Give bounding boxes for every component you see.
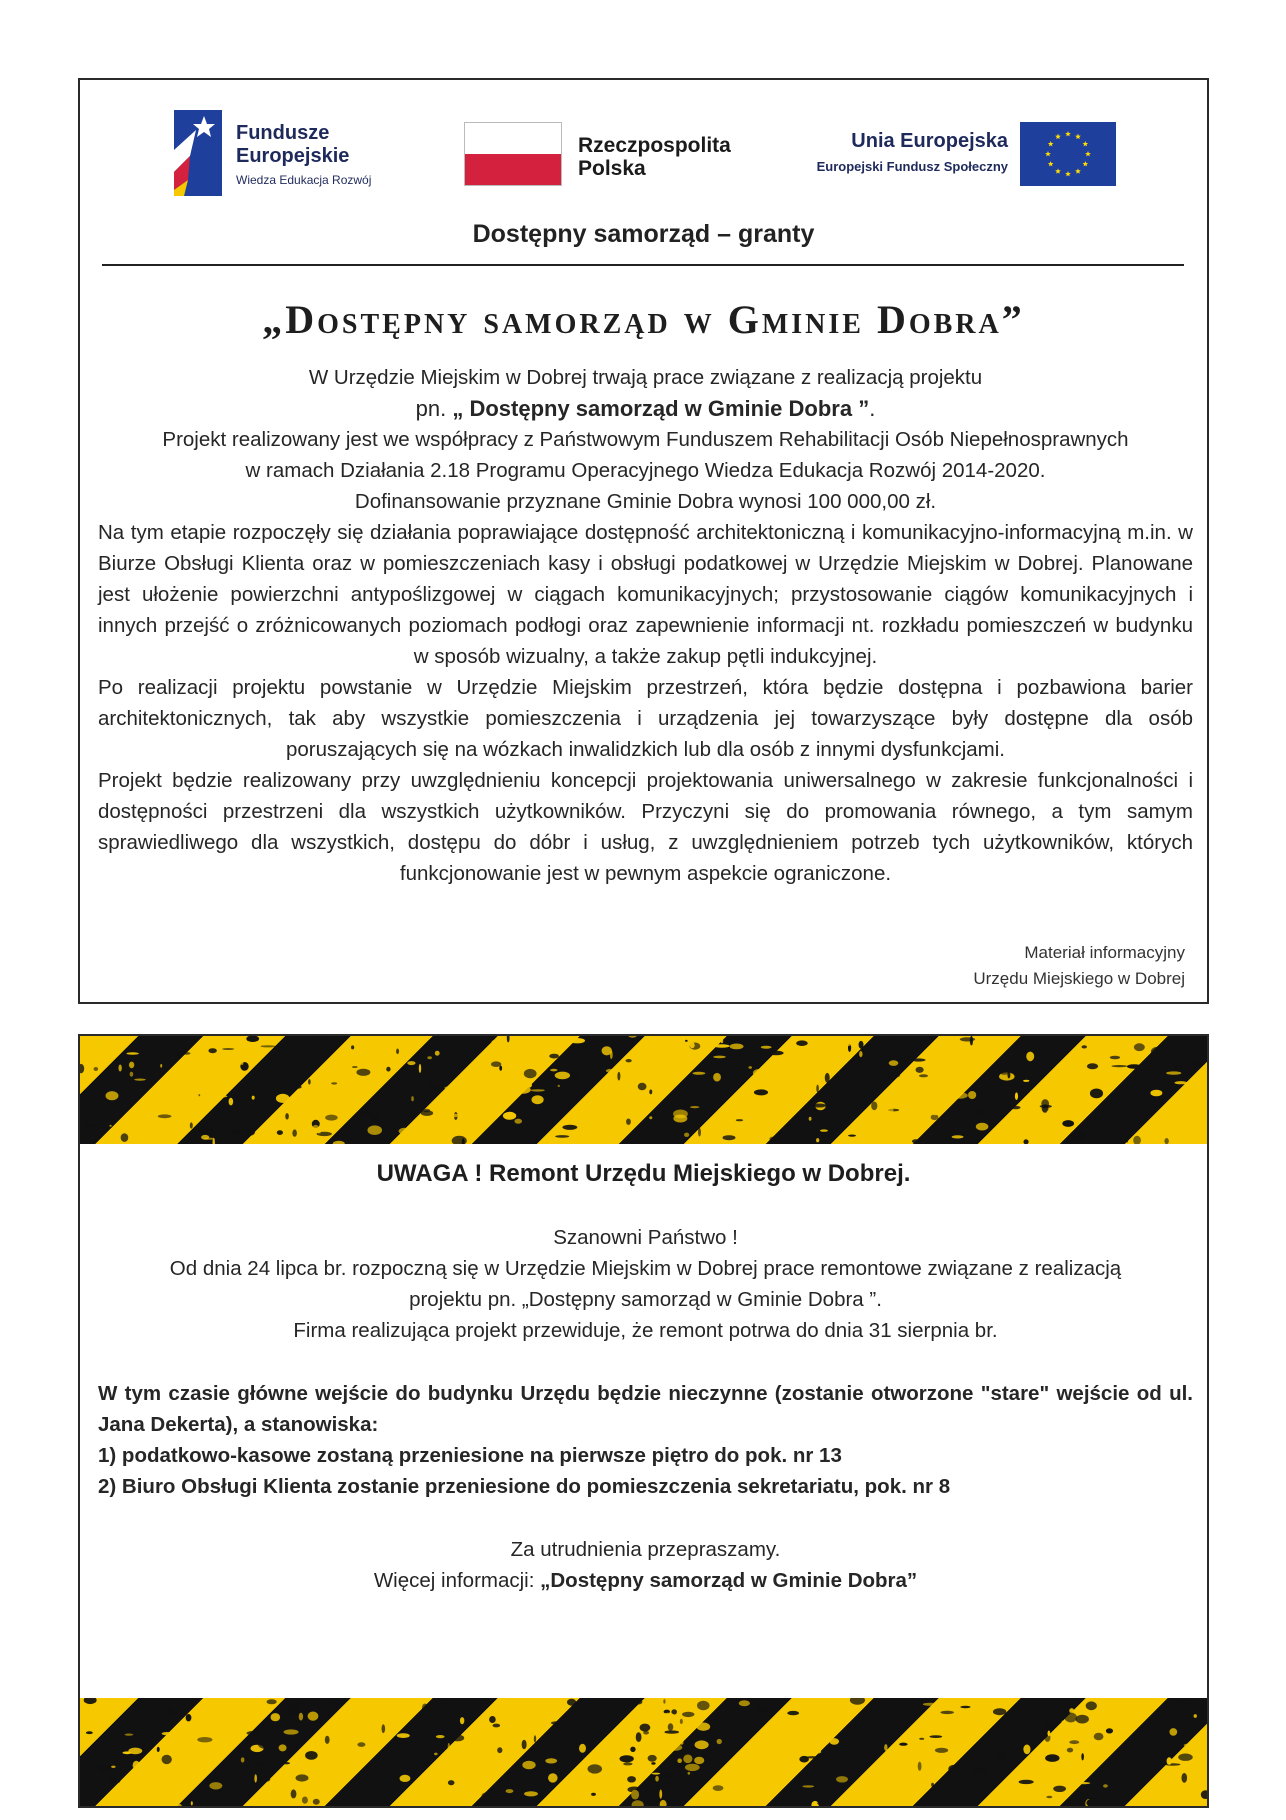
intro-line-2-prefix: pn. (415, 396, 453, 421)
rp-name-line2: Polska (578, 157, 646, 180)
notice-entrance-info: W tym czasie główne wejście do budynku Urzędu będzie nieczynne (zostanie otworzone "stare" wejście od ul. Jana Dekerta), a stanowiska: (98, 1382, 1193, 1436)
notice-line-3: Firma realizująca projekt przewiduje, że remont potrwa do dnia 31 sierpnia br. (293, 1319, 998, 1342)
logos-row (80, 110, 1207, 220)
fundusze-europejskie-logo (174, 110, 414, 200)
polish-flag-icon (464, 122, 562, 186)
intro-line-5: Dofinansowanie przyznane Gminie Dobra wynosi 100 000,00 zł. (354, 490, 937, 513)
paragraph-universal-design: Projekt będzie realizowany przy uwzględnieniu koncepcji projektowania uniwersalnego w zakresie funkcjonalności i dostępności przestrzeni dla wszystkich użytkowników. Przyczyni się do promowania równego, a tym samym sprawiedliwego dla wszystkich, dostępu do dóbr i usług, z uwzględnieniem potrzeb tych użytkowników, których funkcjonowanie jest w pewnym aspekcie ograniczone. (98, 769, 1193, 885)
grant-info-box (78, 78, 1209, 1004)
notice-title: UWAGA ! Remont Urzędu Miejskiego w Dobrej. (376, 1160, 911, 1187)
fe-subtitle: Wiedza Edukacja Rozwój (236, 173, 372, 187)
footer-note-line2: Urzędu Miejskiego w Dobrej (973, 969, 1185, 988)
notice-item-2: 2) Biuro Obsługi Klienta zostanie przeniesione do pomieszczenia sekretariatu, pok. nr 8 (98, 1475, 951, 1498)
notice-more-prefix: Więcej informacji: (373, 1569, 541, 1592)
fe-flag-icon (174, 110, 222, 196)
eu-flag-icon (1020, 122, 1116, 186)
unia-europejska-logo (798, 122, 1128, 192)
hazard-stripes-bottom (80, 1698, 1207, 1806)
paragraph-outcome: Po realizacji projektu powstanie w Urzędzie Miejskim przestrzeń, która będzie dostępna i pozbawiona barier architektonicznych, tak aby wszystkie pomieszczenia i urządzenia jej towarzyszące były dostępne dla osób poruszających się na wózkach inwalidzkich lub dla osób z innymi dysfunkcjami. (98, 676, 1193, 761)
ue-name: Unia Europejska (851, 130, 1008, 152)
intro-line-2 (98, 393, 1193, 424)
project-description (98, 362, 1193, 889)
notice-body (98, 1222, 1193, 1596)
notice-greeting: Szanowni Państwo ! (553, 1226, 738, 1249)
intro-line-1: W Urzędzie Miejskim w Dobrej trwają prace związane z realizacją projektu (308, 366, 983, 389)
fe-name-line1: Fundusze (236, 122, 330, 144)
notice-apology: Za utrudnienia przepraszamy. (510, 1538, 781, 1561)
notice-more-link-text: „Dostępny samorząd w Gminie Dobra” (540, 1569, 918, 1592)
notice-line-2: projektu pn. „Dostępny samorząd w Gminie Dobra ”. (409, 1288, 882, 1311)
hazard-stripes-top (80, 1036, 1207, 1144)
section-title: Dostępny samorząd – granty (472, 220, 815, 248)
project-title: „Dostępny samorząd w Gminie Dobra” (262, 297, 1025, 342)
grunge-texture-bottom (80, 1698, 1207, 1806)
grunge-texture-top (80, 1036, 1207, 1144)
rp-name-line1: Rzeczpospolita (578, 134, 731, 157)
fe-name-line2: Europejskie (236, 145, 350, 167)
footer-note (973, 940, 1185, 992)
notice-line-1: Od dnia 24 lipca br. rozpoczną się w Urzędzie Miejskim w Dobrej prace remontowe związane z realizacją (169, 1257, 1122, 1280)
footer-note-line1: Materiał informacyjny (1024, 943, 1185, 962)
notice-more-info (98, 1565, 1193, 1596)
renovation-notice-box (78, 1034, 1209, 1808)
intro-line-4: w ramach Działania 2.18 Programu Operacyjnego Wiedza Edukacja Rozwój 2014-2020. (245, 459, 1046, 482)
paragraph-actions: Na tym etapie rozpoczęły się działania poprawiające dostępność architektoniczną i komunikacyjno-informacyjną m.in. w Biurze Obsługi Klienta oraz w pomieszczeniach kasy i obsługi podatkowej w Urzędzie Miejskim w Dobrej. Planowane jest ułożenie powierzchni antypoślizgowej w ciągach komunikacyjnych; przystosowanie ciągów komunikacyjnych i innych przejść o zróżnicowanych poziomach podłogi oraz zapewnienie informacji nt. rozkładu pomieszczeń w budynku w sposób wizualny, a także zakup pętli indukcyjnej. (98, 521, 1193, 668)
notice-item-1: 1) podatkowo-kasowe zostaną przeniesione na pierwsze piętro do pok. nr 13 (98, 1444, 842, 1467)
title-divider (102, 264, 1184, 266)
intro-line-3: Projekt realizowany jest we współpracy z Państwowym Funduszem Rehabilitacji Osób Niepełnosprawnych (162, 428, 1129, 451)
intro-project-name: „ Dostępny samorząd w Gminie Dobra ” (452, 396, 870, 421)
ue-subtitle: Europejski Fundusz Społeczny (816, 159, 1008, 174)
rzeczpospolita-polska-logo (464, 122, 764, 192)
intro-line-2-suffix: . (869, 396, 876, 421)
